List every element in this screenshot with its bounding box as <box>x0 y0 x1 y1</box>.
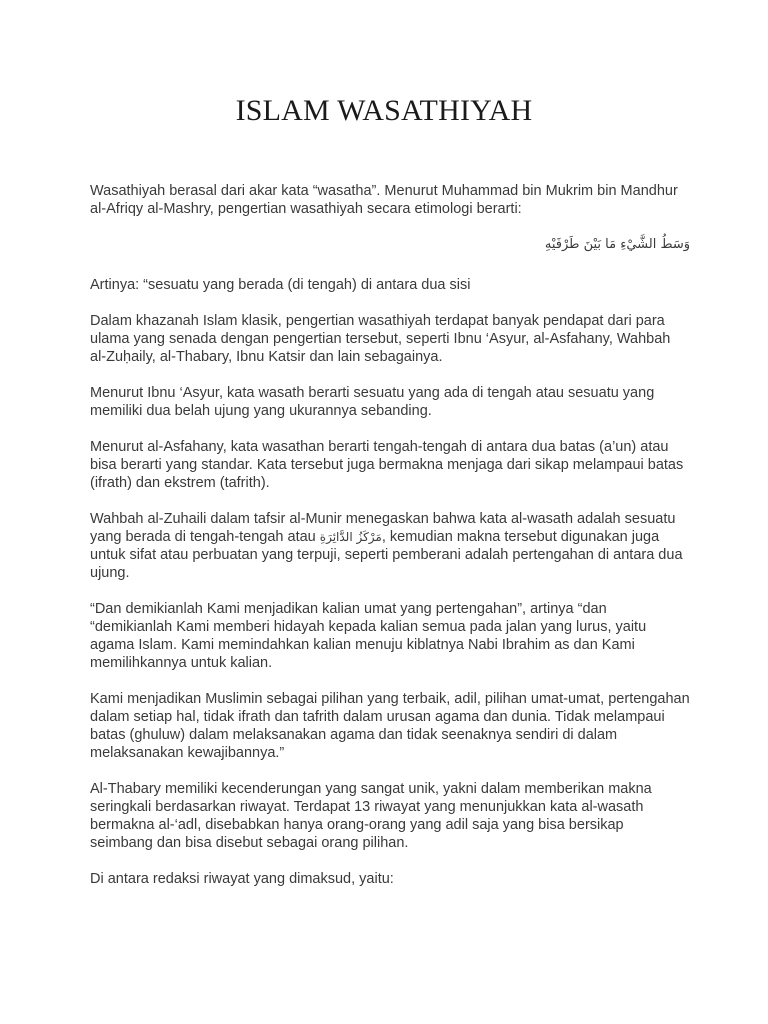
paragraph-ibnu-asyur: Menurut Ibnu ‘Asyur, kata wasath berarti sesuatu yang ada di tengah atau sesuatu yang memiliki dua belah ujung yang ukurannya sebanding. <box>90 385 655 419</box>
paragraph-quran-meaning: “Dan demikianlah Kami menjadikan kalian umat yang pertengahan”, artinya “dan “demikianlah Kami memberi hidayah kepada kalian semua pada jalan yang lurus, yaitu agama Islam. Kami memindahkan kalian menuju kiblatnya Nabi Ibrahim as dan Kami memilihkannya untuk kalian. <box>90 601 647 671</box>
paragraph-muslimin-choice: Kami menjadikan Muslimin sebagai pilihan yang terbaik, adil, pilihan umat-umat, pertengahan dalam setiap hal, tidak ifrath dan tafrith dalam urusan agama dan dunia. Tidak melampaui batas (ghuluw) dalam melaksanakan agama dan tidak seenaknya sendiri di dalam melaksanakan kewajibannya.” <box>90 691 690 761</box>
wahbah-text-after: , kemudian makna tersebut digunakan juga untuk sifat atau perbuatan yang terpuji, seperti pemberani adalah pertengahan di antara dua ujung. <box>90 529 683 581</box>
arabic-definition: وَسَطُ الشَّيْءِ مَا بَيْنَ طَرْفَيْهِ <box>544 237 690 252</box>
wahbah-text-before: Wahbah al-Zuhaili dalam tafsir al-Munir menegaskan bahwa kata al-wasath adalah sesuatu yang berada di tengah-tengah atau <box>90 511 676 545</box>
document-title: ISLAM WASATHIYAH <box>235 94 533 127</box>
paragraph-etymology: Wasathiyah berasal dari akar kata “wasatha”. Menurut Muhammad bin Mukrim bin Mandhur al-Afriqy al-Mashry, pengertian wasathiyah secara etimologi berarti: <box>90 183 678 217</box>
paragraph-classical-views: Dalam khazanah Islam klasik, pengertian wasathiyah terdapat banyak pendapat dari para ulama yang senada dengan pengertian tersebut, seperti Ibnu ‘Asyur, al-Asfahany, Wahbah al-Zuḥaily, al-Thabary, Ibnu Katsir dan lain sebagainya. <box>90 313 671 365</box>
paragraph-wahbah-al-zuhaili <box>90 510 690 582</box>
paragraph-translation: Artinya: “sesuatu yang berada (di tengah) di antara dua sisi <box>90 277 471 293</box>
document-body <box>90 182 690 906</box>
paragraph-al-thabary: Al-Thabary memiliki kecenderungan yang sangat unik, yakni dalam memberikan makna seringkali berdasarkan riwayat. Terdapat 13 riwayat yang menunjukkan kata al-wasath bermakna al-‘adl, disebabkan hanya orang-orang yang adil saja yang bisa bersikap seimbang dan bisa disebut sebagai orang pilihan. <box>90 781 652 851</box>
paragraph-riwayat-intro: Di antara redaksi riwayat yang dimaksud, yaitu: <box>90 871 394 887</box>
arabic-inline-term: مَرْكَزُ الدَّائِرَةِ <box>319 530 382 544</box>
paragraph-al-asfahany: Menurut al-Asfahany, kata wasathan berarti tengah-tengah di antara dua batas (a’un) atau bisa berarti yang standar. Kata tersebut juga bermakna menjaga dari sikap melampaui batas (ifrath) dan ekstrem (tafrith). <box>90 439 684 491</box>
